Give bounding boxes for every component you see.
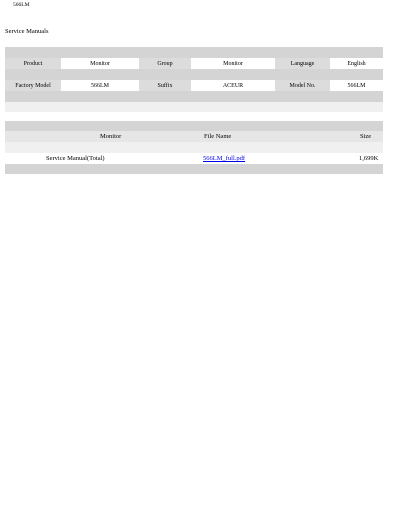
- info-table-footer-band: [5, 102, 383, 112]
- info-table-bottom-band: [5, 91, 383, 102]
- file-name-column-header: File Name: [204, 133, 232, 140]
- info-table-top-band: [5, 47, 383, 58]
- document-header-model: 566LM: [13, 2, 30, 8]
- section-title: Service Manuals: [5, 28, 49, 35]
- files-table: [5, 121, 383, 174]
- language-label: Language: [275, 58, 330, 69]
- files-table-spacer-band: [5, 142, 383, 153]
- group-value: Monitor: [191, 58, 275, 69]
- size-column-header: Size: [360, 133, 372, 140]
- factory-model-value: 566LM: [61, 80, 139, 91]
- info-table-middle-band: [5, 69, 383, 80]
- model-no-value: 566LM: [330, 80, 383, 91]
- model-info-table: [5, 47, 383, 112]
- info-row-product: [5, 58, 383, 69]
- file-title: Service Manual(Total): [46, 155, 105, 162]
- suffix-value: ACEUR: [191, 80, 275, 91]
- files-table-header: [5, 131, 383, 142]
- file-size: 1,699K: [359, 155, 379, 162]
- suffix-label: Suffix: [139, 80, 191, 91]
- file-download-link[interactable]: 566LM_full.pdf: [203, 155, 246, 162]
- table-row: [5, 153, 383, 164]
- files-table-bottom-band: [5, 164, 383, 174]
- model-no-label: Model No.: [275, 80, 330, 91]
- category-column-header: Monitor: [100, 133, 122, 140]
- factory-model-label: Factory Model: [5, 80, 61, 91]
- product-value: Monitor: [61, 58, 139, 69]
- info-row-factory-model: [5, 80, 383, 91]
- product-label: Product: [5, 58, 61, 69]
- group-label: Group: [139, 58, 191, 69]
- files-table-top-band: [5, 121, 383, 131]
- language-value: English: [330, 58, 383, 69]
